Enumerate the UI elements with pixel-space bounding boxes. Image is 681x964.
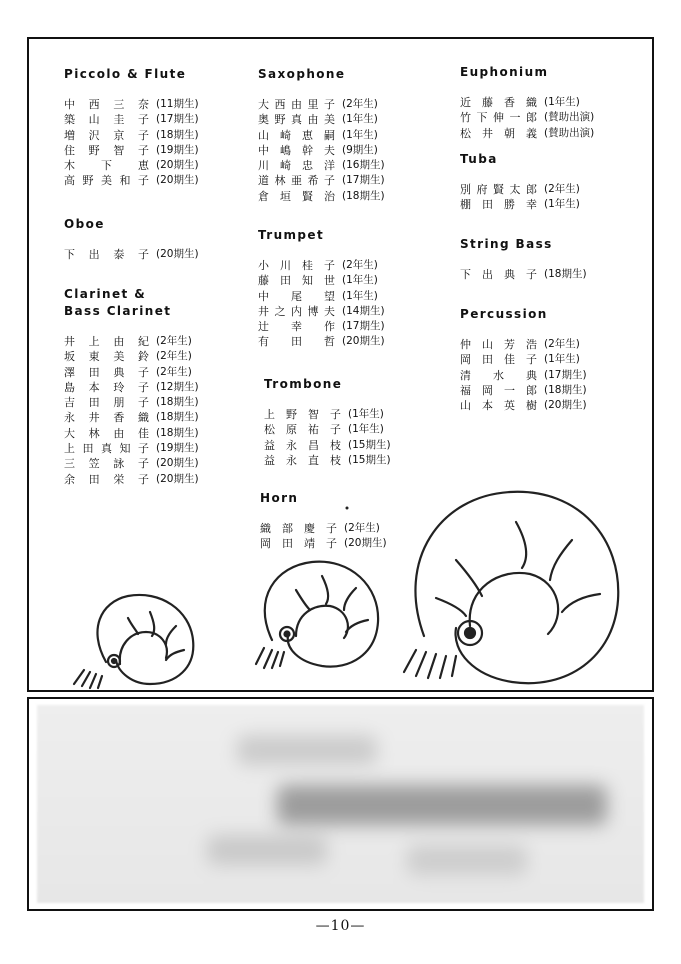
member-note: (18期生) xyxy=(544,268,587,280)
member-name: 倉垣賢治 xyxy=(258,189,336,203)
member-note: (2年生) xyxy=(342,98,378,110)
member-note: (18期生) xyxy=(156,128,199,141)
member-note: (2年生) xyxy=(156,335,192,347)
member-name: 吉田朋子 xyxy=(64,396,150,410)
member-name: 坂東美鈴 xyxy=(64,350,150,364)
member-name: 山崎恵嗣 xyxy=(258,128,336,142)
member-name: 棚田勝幸 xyxy=(460,198,538,212)
section-title: Percussion xyxy=(460,307,548,321)
blurred-heading-block xyxy=(277,785,607,825)
section-title: Piccolo & Flute xyxy=(64,67,187,81)
member-name: 織部慶子 xyxy=(260,522,338,535)
member-note: (1年生) xyxy=(544,96,580,108)
member-note: (1年生) xyxy=(342,274,378,287)
member-note: (2年生) xyxy=(544,338,580,350)
member-note: (2年生) xyxy=(344,522,380,534)
member-name: 築山圭子 xyxy=(64,113,150,127)
member-note: (18期生) xyxy=(156,411,199,424)
member-name: 近藤香織 xyxy=(460,96,538,109)
member-note: (2年生) xyxy=(156,365,192,378)
member-name: 上野智子 xyxy=(264,408,342,421)
member-name: 川崎忠洋 xyxy=(258,159,336,173)
member-note: (20期生) xyxy=(342,335,385,348)
member-note: (20期生) xyxy=(156,174,199,187)
member-name: 島本玲子 xyxy=(64,380,150,394)
member-note: (15期生) xyxy=(348,453,391,466)
section-title: Clarinet & Bass Clarinet xyxy=(64,287,172,318)
large-nautilus-drawing xyxy=(404,492,618,683)
section-title: Tuba xyxy=(460,152,498,166)
member-note: (20期生) xyxy=(156,248,199,260)
member-note: (17期生) xyxy=(544,368,587,381)
member-name: 下出典子 xyxy=(460,268,538,281)
member-name: 益永昌枝 xyxy=(264,438,342,452)
section-title: Trumpet xyxy=(258,228,325,242)
member-note: (18期生) xyxy=(544,383,587,396)
member-name: 松原祐子 xyxy=(264,423,342,437)
member-name: 山本英樹 xyxy=(460,399,538,413)
small-nautilus-drawing xyxy=(74,595,193,688)
member-note: (1年生) xyxy=(342,289,378,302)
member-note: (18期生) xyxy=(156,426,199,439)
medium-nautilus-drawing xyxy=(256,562,378,668)
member-name: 三笠詠子 xyxy=(64,457,150,471)
member-note: (18期生) xyxy=(342,189,385,202)
member-name: 藤田知世 xyxy=(258,274,336,288)
member-note: (1年生) xyxy=(544,198,580,211)
member-name: 小川桂子 xyxy=(258,259,336,272)
member-name: 道林亜希子 xyxy=(258,174,336,188)
member-note: (18期生) xyxy=(156,396,199,409)
member-name: 増沢京子 xyxy=(64,128,150,142)
member-name: 永井香織 xyxy=(64,411,150,425)
member-name: 上田真知子 xyxy=(64,442,150,456)
section-title: Trombone xyxy=(264,377,343,391)
member-name: 大西由里子 xyxy=(258,98,336,111)
member-note: (賛助出演) xyxy=(544,126,595,139)
member-name: 余田栄子 xyxy=(64,472,150,486)
blurred-advertisement-box xyxy=(27,697,654,911)
member-name: 井上由紀 xyxy=(64,335,150,348)
member-note: (17期生) xyxy=(342,320,385,333)
member-note: (20期生) xyxy=(156,159,199,172)
member-name: 松井朝義 xyxy=(460,126,538,140)
member-name: 大林由佳 xyxy=(64,426,150,440)
page-number: —10— xyxy=(315,918,366,934)
member-name: 住野智子 xyxy=(64,143,150,157)
member-name: 木下恵 xyxy=(64,159,150,173)
member-name: 有田哲 xyxy=(258,335,336,349)
member-name: 岡田靖子 xyxy=(260,537,338,551)
member-name: 福岡一郎 xyxy=(460,383,538,397)
member-name: 澤田典子 xyxy=(64,365,150,379)
section-title: String Bass xyxy=(460,237,553,251)
member-note: (12期生) xyxy=(156,380,199,393)
member-name: 益永直枝 xyxy=(264,453,342,467)
member-name: 清水典 xyxy=(460,368,538,382)
section-title: Saxophone xyxy=(258,67,346,81)
member-name: 井之内博夫 xyxy=(258,304,336,318)
member-name: 岡田佳子 xyxy=(460,353,538,367)
member-note: (20期生) xyxy=(344,537,387,550)
member-note: (2年生) xyxy=(544,183,580,195)
member-name: 中西三奈 xyxy=(64,98,150,111)
member-name: 別府賢太郎 xyxy=(460,183,538,196)
member-name: 辻幸作 xyxy=(258,320,336,334)
section-title: Euphonium xyxy=(460,65,549,79)
member-note: (19期生) xyxy=(156,442,199,455)
blurred-content-area xyxy=(37,705,644,903)
section-title: Horn xyxy=(260,491,299,505)
member-note: (1年生) xyxy=(342,113,378,126)
member-note: (1年生) xyxy=(544,353,580,366)
member-note: (1年生) xyxy=(342,128,378,141)
member-note: (17期生) xyxy=(156,113,199,126)
member-note: (9期生) xyxy=(342,143,378,156)
ink-dot xyxy=(346,507,349,510)
member-name: 中尾望 xyxy=(258,289,336,303)
member-note: (20期生) xyxy=(156,457,199,470)
member-note: (1年生) xyxy=(348,408,384,420)
member-note: (20期生) xyxy=(544,399,587,412)
member-note: (17期生) xyxy=(342,174,385,187)
blurred-text-block xyxy=(237,735,377,765)
member-note: (16期生) xyxy=(342,159,385,172)
blurred-text-block xyxy=(207,835,327,865)
member-note: (2年生) xyxy=(156,350,192,363)
member-note: (14期生) xyxy=(342,304,385,317)
section-title: Oboe xyxy=(64,217,105,231)
member-note: (20期生) xyxy=(156,472,199,485)
member-name: 仲山芳浩 xyxy=(460,338,538,351)
blurred-text-block xyxy=(407,845,527,875)
member-note: (15期生) xyxy=(348,438,391,451)
member-name: 奥野真由美 xyxy=(258,113,336,127)
member-note: (1年生) xyxy=(348,423,384,436)
member-name: 中嶋幹夫 xyxy=(258,143,336,157)
member-note: (2年生) xyxy=(342,259,378,271)
member-name: 高野美和子 xyxy=(64,174,150,188)
member-note: (11期生) xyxy=(156,98,199,110)
member-name: 下出泰子 xyxy=(64,248,150,261)
member-name: 竹下伸一郎 xyxy=(460,111,538,125)
member-note: (賛助出演) xyxy=(544,111,595,124)
member-note: (19期生) xyxy=(156,143,199,156)
